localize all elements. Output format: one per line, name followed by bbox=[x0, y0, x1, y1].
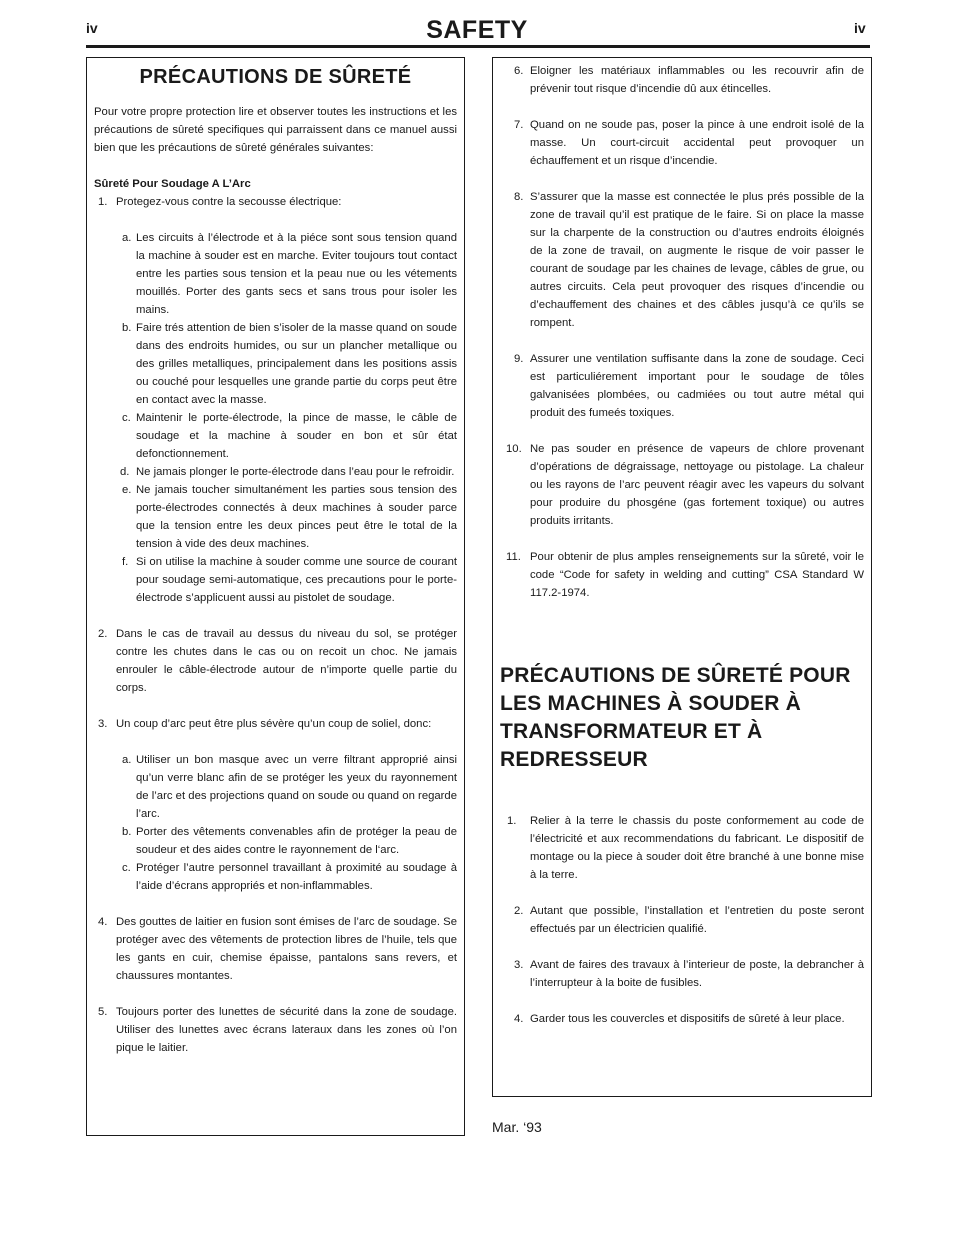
item-text: Quand on ne soude pas, poser la pince à une endroit isolé de la masse. Un court-circuit accidental peut provoquer un échauffement et un risque d’incendie. bbox=[530, 119, 864, 167]
sub-item-letter: f. bbox=[122, 556, 129, 568]
item-number: 6. bbox=[514, 65, 524, 77]
sub-item-text: Protéger l’autre personnel travaillant à proximité au soudage à l’aide d’écrans appropriés et non-inflammables. bbox=[136, 862, 457, 892]
sub-item bbox=[94, 319, 457, 409]
sub-item-text: Si on utilise la machine à souder comme une source de courant pour soudage semi-automatique, ces precautions pour le porte-électrode s’applicuent aussi au pistolet de soudage. bbox=[136, 556, 457, 604]
sub-item bbox=[94, 463, 457, 481]
sub-item-text: Ne jamais toucher simultanément les parties sous tension des porte-électrodes connectés à deux machines à souder parce que la tension entre les deux pinces peut être le total de la tension à vide des deux machines. bbox=[136, 484, 457, 550]
item-text: Assurer une ventilation suffisante dans la zone de soudage. Ceci est particuliérement important pour le soudage de tôles galvanisées plombées, ou cadmiées ou tout autre métal qui produit des fumeés toxiques. bbox=[530, 353, 864, 419]
footer-date: Mar. ‘93 bbox=[492, 1119, 542, 1135]
item-number: 2. bbox=[98, 628, 108, 640]
item-number: 1. bbox=[507, 815, 517, 827]
item-text: Un coup d’arc peut être plus sévère qu’un coup de soliel, donc: bbox=[116, 718, 432, 730]
list-item bbox=[94, 1003, 457, 1057]
item-text: Ne pas souder en présence de vapeurs de chlore provenant d’opérations de dégraissage, nettoyage ou pistolage. La chaleur ou les rayons de l’arc peuvent réagir avec les vapeurs du solvant pour produire du phosgéne (gas fortement toxique) ou autres produits irritants. bbox=[530, 443, 864, 527]
sub-item-letter: e. bbox=[122, 484, 132, 496]
sub-item bbox=[94, 751, 457, 823]
item-number: 11. bbox=[506, 551, 521, 563]
page-number-right: iv bbox=[854, 20, 866, 36]
list-item bbox=[500, 902, 864, 938]
item-number: 8. bbox=[514, 191, 524, 203]
item-text: Eloigner les matériaux inflammables ou les recouvrir afin de prévenir tout risque d’incendie dû aux étincelles. bbox=[530, 65, 864, 95]
page-title: SAFETY bbox=[426, 16, 528, 44]
sub-item-text: Utiliser un bon masque avec un verre filtrant approprié ainsi qu’un verre blanc afin de se protéger les yeux du rayonnement de l’arc et des projections quand on soude ou quand on regarde l’arc. bbox=[136, 754, 457, 820]
sub-item-letter: b. bbox=[122, 322, 132, 334]
item-number: 3. bbox=[514, 959, 524, 971]
sub-item bbox=[94, 409, 457, 463]
sub-item bbox=[94, 481, 457, 553]
list-item bbox=[500, 440, 864, 530]
sub-item-letter: c. bbox=[122, 862, 131, 874]
item-number: 10. bbox=[506, 443, 522, 455]
item-number: 9. bbox=[514, 353, 524, 365]
item-number: 1. bbox=[98, 196, 108, 208]
left-column-box bbox=[86, 57, 465, 1136]
list-item bbox=[500, 812, 864, 884]
list-item bbox=[94, 193, 457, 211]
list-item bbox=[500, 548, 864, 602]
section-title-transformer: PRÉCAUTIONS DE SÛRETÉ POUR LES MACHINES À SOUDER À TRANSFORMATEUR ET À REDRESSEUR bbox=[500, 664, 851, 771]
list-item bbox=[94, 715, 457, 733]
item-number: 4. bbox=[514, 1013, 524, 1025]
list-item bbox=[500, 62, 864, 98]
item-text: Dans le cas de travail au dessus du niveau du sol, se protéger contre les chutes dans le cas ou on recoit un choc. Ne jamais enrouler le câble-électrode autour de n’importe quelle partie du corps. bbox=[116, 628, 457, 694]
item-number: 4. bbox=[98, 916, 108, 928]
item-text: S’assurer que la masse est connectée le plus prés possible de la zone de travail qu’il est pratique de le faire. Si on place la masse sur la charpente de la construction ou d’autres endroits éloignés de la zone de travail, on augmente le risque de voir passer le courant de soudage par les chaines de levage, câbles de grue, ou autres circuits. Cela peut provoquer des risques d’incendie ou d’echauffement des chaines et des câbles jusqu’à ce qu’ils se rompent. bbox=[530, 191, 864, 329]
item-text: Avant de faires des travaux à l’interieur de poste, la debrancher à l’interrupteur à la boite de fusibles. bbox=[530, 959, 864, 989]
intro-paragraph: Pour votre propre protection lire et observer toutes les instructions et les précautions de sûreté specifiques qui parraissent dans ce manuel aussi bien que les précautions de sûreté générales suivantes: bbox=[94, 106, 457, 154]
item-number: 5. bbox=[98, 1006, 108, 1018]
subsection-heading: Sûreté Pour Soudage A L’Arc bbox=[94, 178, 251, 190]
list-item bbox=[94, 625, 457, 697]
sub-item bbox=[94, 553, 457, 607]
item-text: Relier à la terre le chassis du poste conformement au code de l’électricité et aux recommendations du fabricant. Le dispositif de montage ou la piece à souder doit être branché à une bonne mise à la terre. bbox=[530, 815, 864, 881]
sub-item-text: Ne jamais plonger le porte-électrode dans l’eau pour le refroidir. bbox=[136, 466, 455, 478]
list-item bbox=[500, 1010, 864, 1028]
sub-item-letter: a. bbox=[122, 754, 132, 766]
sub-item bbox=[94, 859, 457, 895]
sub-item-text: Les circuits à l’électrode et à la piéce sont sous tension quand la machine à souder est en marche. Eviter toujours tout contact entre les parties sous tension et la peau nue ou les vétements mouillés. Porter des gants secs et sans trous pour isoler les mains. bbox=[136, 232, 457, 316]
list-item bbox=[500, 188, 864, 332]
item-text: Garder tous les couvercles et dispositifs de sûreté à leur place. bbox=[530, 1013, 845, 1025]
list-item bbox=[94, 913, 457, 985]
item-text: Des gouttes de laitier en fusion sont émises de l’arc de soudage. Se protéger avec des vêtements de protection libres de l’huile, tels que les gants en cuir, chemise épaisse, pantalons sans revers, et chaussures montantes. bbox=[116, 916, 457, 982]
item-text: Pour obtenir de plus amples renseignements sur la sûreté, voir le code “Code for safety in welding and cutting” CSA Standard W 117.2-1974. bbox=[530, 551, 864, 599]
page-number-left: iv bbox=[86, 20, 98, 36]
list-item bbox=[500, 116, 864, 170]
list-item bbox=[500, 350, 864, 422]
item-number: 3. bbox=[98, 718, 108, 730]
list-item bbox=[500, 956, 864, 992]
item-text: Toujours porter des lunettes de sécurité dans la zone de soudage. Utiliser des lunettes avec écrans lateraux dans les zones où l’on pique le laitier. bbox=[116, 1006, 457, 1054]
sub-item bbox=[94, 229, 457, 319]
sub-item-text: Porter des vêtements convenables afin de protéger la peau de soudeur et des aides contre le rayonnement de l‘arc. bbox=[136, 826, 457, 856]
sub-item-letter: c. bbox=[122, 412, 131, 424]
sub-item-text: Faire trés attention de bien s’isoler de la masse quand on soude dans des endroits humides, ou sur un plancher metallique ou des grilles metalliques, principalement dans les positions assis ou couché pour lesquelles une grande partie du corps peut être en contact avec la masse. bbox=[136, 322, 457, 406]
section-title: PRÉCAUTIONS DE SÛRETÉ bbox=[139, 66, 412, 88]
sub-item-letter: b. bbox=[122, 826, 132, 838]
sub-item bbox=[94, 823, 457, 859]
item-number: 2. bbox=[514, 905, 524, 917]
sub-item-letter: a. bbox=[122, 232, 132, 244]
item-text: Autant que possible, l’installation et l’entretien du poste seront effectués par un électricien qualifié. bbox=[530, 905, 864, 935]
item-number: 7. bbox=[514, 119, 524, 131]
right-column-box bbox=[492, 57, 872, 1097]
sub-item-letter: d. bbox=[120, 466, 130, 478]
item-text: Protegez-vous contre la secousse électrique: bbox=[116, 196, 342, 208]
sub-item-text: Maintenir le porte-électrode, la pince de masse, le câble de soudage et la machine à souder en bon et sûr état defonctionnement. bbox=[136, 412, 457, 460]
header-rule bbox=[86, 45, 870, 48]
